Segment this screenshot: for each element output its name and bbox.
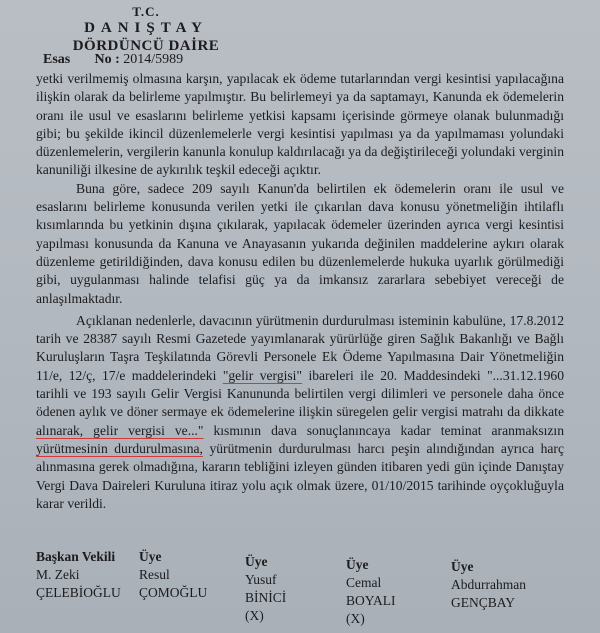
case-label: Esas — [43, 52, 71, 67]
signature-role: Üye — [139, 549, 162, 564]
p3-text-d: yürütmenin durdurulması harcı peşin alındığından ayrıca harç alınmasına gerek olmadığına, kararın tebliğini izleyen günden itibaren yedi gün içinde Danıştay Vergi Dava Daireleri Kuruluna itiraz yolu açık olmak üzere, 01/10/2015 tarihinde oyçokluğuyla karar verildi. — [36, 440, 564, 511]
signature-last-name: BİNİCİ — [245, 590, 287, 605]
underlined-phrase-3: yürütmesinin durdurulmasına, — [36, 440, 203, 456]
decision-body — [36, 70, 564, 513]
signature-member-4 — [451, 558, 526, 612]
p3-text-a: Açıklanan nedenlerle, davacının yürütmenin durdurulması isteminin kabulüne, 17.8.2012 tarih ve 28387 sayılı Resmi Gazetede yayımlanarak yürürlüğe giren Sağlık Bakanlığı ve Bağlı Kuruluşların Taşra Teşkilatında Görevli Personele Ek Ödeme Yapılmasına Dair Yönetmeliğin 11/e, 12/ç, 17/e maddelerindeki — [36, 312, 564, 383]
paragraph-2: Buna göre, sadece 209 sayılı Kanun'da belirtilen ek ödemelerin oranı ile usul ve esaslarını belirleme konusunda verilen yetki ile çıkarılan dava konusu yönetmeliğin ihtilaflı kısımlarında bu yetkinin dışına çıkılarak, yapılacak ödemeler üzerinden ayrıca vergi kesintisi yapılması konusunda da Kanuna ve Anayasanın yukarıda değinilen maddelerine aykırı olarak düzenleme getirildiğinden, dava konusu edilen bu düzenlemelerde hukuka uyarlık görülmediği gibi, uygulanması halinde telafisi güç ya da imkansız zararlara sebebiyet vereceği de anlaşılmaktadır. — [36, 180, 564, 306]
chamber-title: DÖRDÜNCÜ DAİRE — [72, 38, 220, 54]
signature-role: Üye — [346, 557, 369, 572]
signature-first-name: Cemal — [346, 575, 382, 590]
p3-text-b: ibareleri ile 20. Maddesindeki "...31.12.1960 tarihli ve 193 sayılı Gelir Vergisi Kanununda belirtilen vergi dilimleri ve personele daha önce ödenen aylık ve döner sermaye ek ödemelerine ilişkin süregelen gelir vergisi matrahı da dikkate — [36, 367, 564, 420]
signature-chair — [36, 548, 121, 602]
case-number-line — [43, 52, 183, 68]
signature-role: Üye — [245, 554, 268, 569]
signature-last-name: BOYALI — [346, 593, 396, 608]
paragraph-1: yetki verilmemiş olmasına karşın, yapılacak ek ödeme tutarlarından vergi kesintisi yapılacağına ilişkin olarak da belirleme yapılmıştır. Bu belirlemeyi ya da saptamayı, Kanunda ek ödemelerin oranı ile usul ve esaslarını belirleme yetkisi kapsamı içerisinde görmeye olanak bulunmadığı gibi; bu şekilde ikincil düzenlemelerle vergi kesintisi yapılması ya da yapılmaması yolundaki düzenlemelerin, vergilerin kanunla konulup kaldırılacağı ya da değiştirileceği yolundaki verginin kanuniliği ilkesine de aykırılık teşkil edeceği açıktır. — [36, 71, 564, 178]
underlined-phrase-2: alınarak, gelir vergisi ve..." — [36, 422, 204, 438]
signature-last-name: ÇELEBİOĞLU — [36, 585, 121, 600]
dissent-mark: (X) — [245, 608, 264, 623]
underlined-phrase-1: "gelir vergisi" — [222, 367, 303, 383]
dissent-mark: (X) — [346, 611, 365, 626]
signature-role: Üye — [451, 559, 474, 574]
signature-first-name: Resul — [139, 567, 170, 582]
country-label: T.C. — [132, 4, 160, 19]
signature-role: Başkan Vekili — [36, 549, 116, 564]
signature-last-name: ÇOMOĞLU — [139, 585, 208, 600]
signature-block — [36, 548, 576, 628]
case-number: 2014/5989 — [123, 52, 184, 67]
institution-title: DANIŞTAY — [84, 20, 208, 36]
document-header — [46, 4, 246, 55]
signature-first-name: Abdurrahman — [451, 577, 526, 592]
signature-first-name: M. Zeki — [36, 567, 80, 582]
case-no-label: No : — [94, 52, 120, 67]
signature-member-2 — [245, 553, 286, 625]
paragraph-3 — [36, 312, 564, 513]
signature-last-name: GENÇBAY — [451, 595, 516, 610]
signature-member-3 — [346, 556, 396, 628]
p3-text-c: kısmının dava sonuçlanıncaya kadar teminat aranmaksızın — [203, 422, 564, 438]
signature-member-1 — [139, 548, 207, 602]
signature-first-name: Yusuf — [245, 572, 277, 587]
